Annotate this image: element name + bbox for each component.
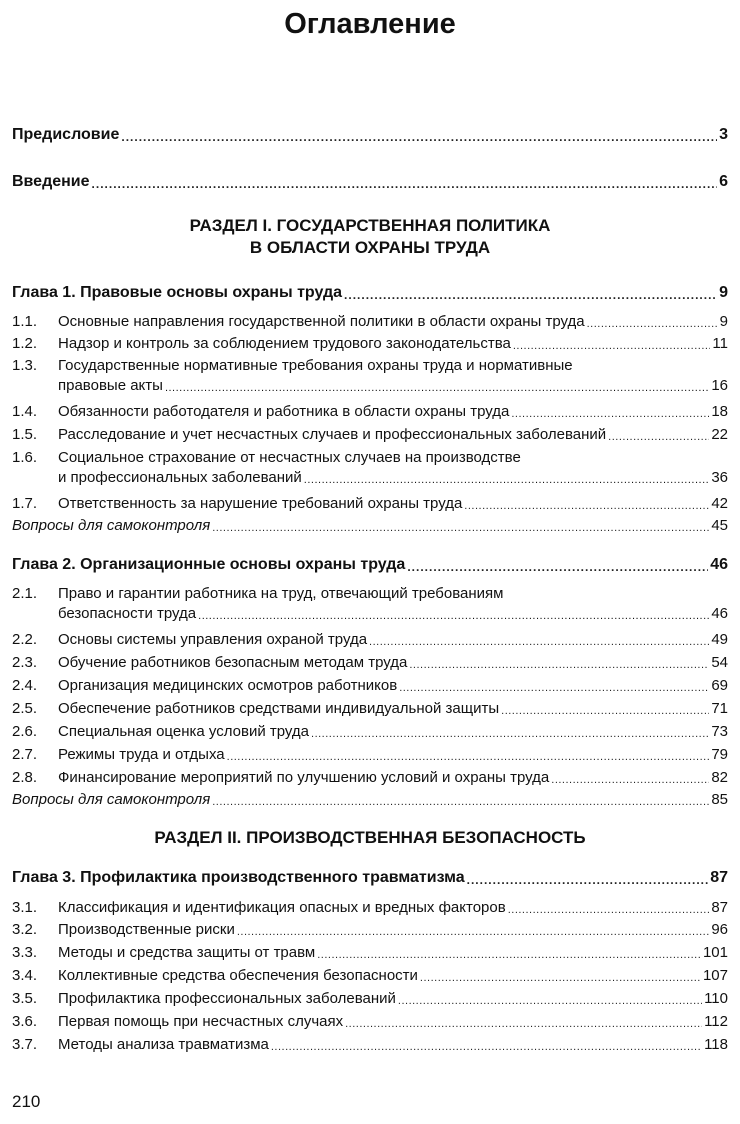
toc-chapter-2[interactable] <box>12 555 728 575</box>
item-number: 1.3. <box>12 357 38 374</box>
item-text-cont: безопасности труда <box>58 605 197 622</box>
toc-item[interactable] <box>12 966 728 986</box>
item-text: Режимы труда и отдыха <box>58 746 225 763</box>
item-text: Специальная оценка условий труда <box>58 723 310 740</box>
toc-label: Введение <box>12 173 90 190</box>
item-number: 2.7. <box>12 746 38 763</box>
leader-dots <box>608 425 709 445</box>
toc-questions[interactable] <box>12 516 728 536</box>
leader-dots <box>121 125 717 145</box>
leader-dots <box>92 172 718 192</box>
item-number: 2.1. <box>12 585 38 602</box>
leader-dots <box>304 468 710 488</box>
leader-dots <box>513 334 711 354</box>
toc-page: 46 <box>710 556 728 573</box>
item-text: Право и гарантии работника на труд, отвечающий требованиям <box>58 585 504 602</box>
toc-page: 96 <box>711 921 728 938</box>
leader-dots <box>587 312 718 332</box>
item-number: 1.5. <box>12 426 38 443</box>
leader-dots <box>212 516 709 536</box>
leader-dots <box>369 630 709 650</box>
toc-item[interactable] <box>12 920 728 940</box>
item-text: Методы и средства защиты от травм <box>58 944 316 961</box>
toc-item[interactable] <box>12 722 728 742</box>
toc-item[interactable] <box>12 334 728 354</box>
section-heading <box>0 827 740 849</box>
item-number: 3.1. <box>12 899 38 916</box>
item-text-cont: и профессиональных заболеваний <box>58 469 302 486</box>
toc-page: 49 <box>711 631 728 648</box>
toc-label: Вопросы для самоконтроля <box>12 791 211 808</box>
item-text: Обязанности работодателя и работника в области охраны труда <box>58 403 510 420</box>
toc-page: 87 <box>710 869 728 886</box>
toc-page: 42 <box>711 495 728 512</box>
leader-dots <box>501 699 709 719</box>
toc-label: Предисловие <box>12 126 120 143</box>
leader-dots <box>198 604 709 624</box>
item-text: Основные направления государственной политики в области охраны труда <box>58 313 585 330</box>
item-text: Государственные нормативные требования охраны труда и нормативные <box>58 357 573 374</box>
item-text: Основы системы управления охраной труда <box>58 631 368 648</box>
toc-page: 101 <box>702 944 728 961</box>
toc-item[interactable] <box>12 768 728 788</box>
leader-dots <box>420 966 701 986</box>
section-line: В ОБЛАСТИ ОХРАНЫ ТРУДА <box>249 238 491 257</box>
item-number: 2.3. <box>12 654 38 671</box>
footer-page-number: 210 <box>12 1092 41 1111</box>
toc-page: 110 <box>704 990 728 1007</box>
toc-page: 3 <box>719 126 728 143</box>
toc-page: 85 <box>711 791 728 808</box>
leader-dots <box>212 790 709 810</box>
toc-page: 112 <box>704 1013 728 1030</box>
toc-page: 118 <box>704 1036 728 1053</box>
leader-dots <box>344 283 717 303</box>
toc-item[interactable] <box>12 356 728 396</box>
toc-page: 107 <box>702 967 728 984</box>
leader-dots <box>227 745 710 765</box>
toc-page: 18 <box>711 403 728 420</box>
leader-dots <box>237 920 709 940</box>
toc-page: 82 <box>711 769 728 786</box>
item-number: 2.5. <box>12 700 38 717</box>
item-number: 1.1. <box>12 313 38 330</box>
item-text: Профилактика профессиональных заболеваний <box>58 990 396 1007</box>
leader-dots <box>398 989 702 1009</box>
toc-page: 46 <box>711 605 728 622</box>
item-number: 1.7. <box>12 495 38 512</box>
toc-page: 11 <box>712 335 728 352</box>
item-text: Производственные риски <box>58 921 235 938</box>
toc-page: 9 <box>719 284 728 301</box>
toc-label: Вопросы для самоконтроля <box>12 517 211 534</box>
toc-item[interactable] <box>12 630 728 650</box>
leader-dots <box>464 494 709 514</box>
item-text: Финансирование мероприятий по улучшению условий и охраны труда <box>58 769 550 786</box>
leader-dots <box>271 1035 702 1055</box>
item-text: Коллективные средства обеспечения безопасности <box>58 967 418 984</box>
item-number: 3.3. <box>12 944 38 961</box>
toc-item[interactable] <box>12 989 728 1009</box>
toc-entry-intro[interactable] <box>12 172 728 192</box>
leader-dots <box>399 676 709 696</box>
toc-page: 22 <box>711 426 728 443</box>
item-text: Классификация и идентификация опасных и вредных факторов <box>58 899 506 916</box>
item-number: 1.2. <box>12 335 38 352</box>
leader-dots <box>345 1012 702 1032</box>
toc-item[interactable] <box>12 312 728 332</box>
leader-dots <box>511 402 709 422</box>
item-text: Организация медицинских осмотров работников <box>58 677 398 694</box>
leader-dots <box>407 555 708 575</box>
toc-item[interactable] <box>12 448 728 488</box>
toc-page: 73 <box>711 723 728 740</box>
toc-page: 69 <box>711 677 728 694</box>
item-text: Ответственность за нарушение требований охраны труда <box>58 495 463 512</box>
item-number: 3.6. <box>12 1013 38 1030</box>
leader-dots <box>467 868 709 888</box>
item-number: 2.8. <box>12 769 38 786</box>
toc-label: Глава 3. Профилактика производственного травматизма <box>12 869 465 886</box>
item-number: 2.2. <box>12 631 38 648</box>
item-number: 2.6. <box>12 723 38 740</box>
toc-item[interactable] <box>12 425 728 445</box>
item-text: Методы анализа травматизма <box>58 1036 269 1053</box>
leader-dots <box>317 943 701 963</box>
toc-item[interactable] <box>12 1012 728 1032</box>
toc-chapter-1[interactable] <box>12 283 728 303</box>
toc-page: 54 <box>711 654 728 671</box>
toc-item[interactable] <box>12 898 728 918</box>
toc-item[interactable] <box>12 402 728 422</box>
leader-dots <box>551 768 709 788</box>
toc-page: 45 <box>711 517 728 534</box>
toc-page: 16 <box>711 377 728 394</box>
item-number: 3.5. <box>12 990 38 1007</box>
toc-item[interactable] <box>12 943 728 963</box>
toc-item[interactable] <box>12 676 728 696</box>
toc-item[interactable] <box>12 584 728 624</box>
page-title: Оглавление <box>284 8 456 40</box>
toc-page: 36 <box>711 469 728 486</box>
item-number: 1.6. <box>12 449 38 466</box>
item-number: 3.2. <box>12 921 38 938</box>
item-text: Обучение работников безопасным методам труда <box>58 654 408 671</box>
leader-dots <box>409 653 709 673</box>
toc-item[interactable] <box>12 699 728 719</box>
item-text: Надзор и контроль за соблюдением трудового законодательства <box>58 335 511 352</box>
toc-page: 6 <box>719 173 728 190</box>
toc-questions[interactable] <box>12 790 728 810</box>
item-text-cont: правовые акты <box>58 377 163 394</box>
toc-item[interactable] <box>12 653 728 673</box>
leader-dots <box>508 898 710 918</box>
toc-item[interactable] <box>12 494 728 514</box>
leader-dots <box>165 376 709 396</box>
section-line: РАЗДЕЛ II. ПРОИЗВОДСТВЕННАЯ БЕЗОПАСНОСТЬ <box>154 828 586 847</box>
item-text: Обеспечение работников средствами индивидуальной защиты <box>58 700 500 717</box>
item-number: 3.4. <box>12 967 38 984</box>
toc-entry-preface[interactable] <box>12 125 728 145</box>
toc-page: 71 <box>711 700 728 717</box>
item-text: Социальное страхование от несчастных случаев на производстве <box>58 449 521 466</box>
toc-page: 87 <box>711 899 728 916</box>
toc-chapter-3[interactable] <box>12 868 728 888</box>
section-line: РАЗДЕЛ I. ГОСУДАРСТВЕННАЯ ПОЛИТИКА <box>189 216 551 235</box>
section-heading <box>0 215 740 259</box>
toc-page: 9 <box>719 313 728 330</box>
toc-page: 79 <box>711 746 728 763</box>
item-text: Первая помощь при несчастных случаях <box>58 1013 344 1030</box>
toc-item[interactable] <box>12 1035 728 1055</box>
leader-dots <box>311 722 709 742</box>
item-number: 3.7. <box>12 1036 38 1053</box>
toc-label: Глава 2. Организационные основы охраны труда <box>12 556 406 573</box>
item-number: 1.4. <box>12 403 38 420</box>
toc-item[interactable] <box>12 745 728 765</box>
item-text: Расследование и учет несчастных случаев и профессиональных заболеваний <box>58 426 607 443</box>
item-number: 2.4. <box>12 677 38 694</box>
toc-label: Глава 1. Правовые основы охраны труда <box>12 284 343 301</box>
